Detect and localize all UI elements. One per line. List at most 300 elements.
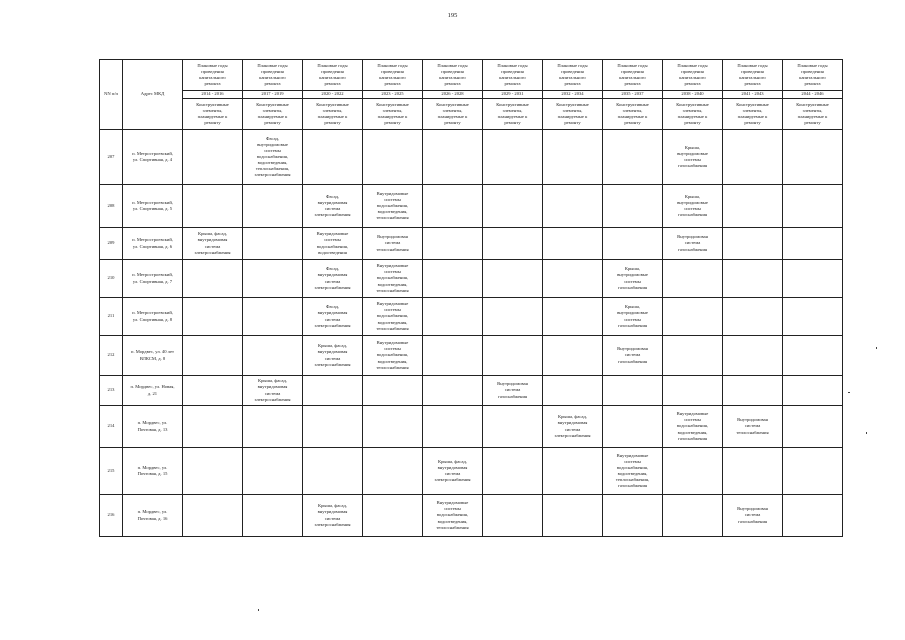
repair-cell (363, 228, 423, 260)
column-header-elements (663, 99, 723, 130)
repair-cell (603, 376, 663, 406)
repair-cell (243, 495, 303, 537)
repair-cell (603, 448, 663, 495)
text-line: системы (684, 417, 701, 423)
repair-cell (483, 448, 543, 495)
repair-cell (483, 406, 543, 448)
column-header-period-range: 2029 - 2031 (483, 91, 543, 99)
repair-cell (723, 495, 783, 537)
text-line: ремонту (744, 120, 761, 126)
text-line: газоснабжения (677, 212, 708, 218)
repair-cell (423, 448, 483, 495)
text-line: теплоснабжения (376, 364, 409, 370)
repair-cell (363, 376, 423, 406)
text-line: ремонта (564, 81, 581, 87)
repair-cell (543, 185, 603, 228)
repair-cell (663, 298, 723, 336)
repair-cell (303, 298, 363, 336)
text-line: системы (264, 147, 281, 153)
text-line: система (504, 387, 521, 393)
repair-cell (243, 185, 303, 228)
text-line: Фасад, (325, 304, 340, 310)
text-line: капитального (319, 75, 346, 80)
repair-cell (783, 495, 843, 537)
row-address (123, 406, 183, 448)
text-line: п. Метростроевский, (132, 272, 173, 278)
repair-cell (183, 376, 243, 406)
text-line: системы (444, 506, 461, 512)
text-line: внутридомовая (317, 349, 348, 355)
repair-cell (243, 336, 303, 376)
repair-cell (363, 336, 423, 376)
row-number: 210 (100, 260, 123, 298)
text-line: теплоснабжения (376, 287, 409, 293)
text-line: Крыша, (684, 144, 701, 150)
text-line: проведения (501, 68, 524, 74)
text-line: электроснабжения (254, 172, 291, 178)
repair-cell (543, 336, 603, 376)
column-header-period-range: 2038 - 2040 (663, 91, 723, 99)
text-line: ремонта (504, 81, 521, 87)
text-line: элементы, (802, 107, 823, 113)
text-line: водоснабжения, (256, 153, 289, 159)
column-header-period-title (243, 60, 303, 91)
repair-cell (723, 298, 783, 336)
text-line: системы (624, 316, 641, 322)
repair-cell (183, 298, 243, 336)
text-line: система (624, 352, 641, 358)
text-line: Конструктивные (676, 101, 709, 107)
text-line: внутридомовая (257, 384, 288, 390)
repair-cell (303, 336, 363, 376)
text-line: водоснабжения, (376, 202, 409, 208)
repair-cell (663, 376, 723, 406)
repair-cell (723, 406, 783, 448)
text-line: Конструктивные (436, 101, 469, 107)
row-address (123, 336, 183, 376)
text-line: внутридомовая (317, 199, 348, 205)
text-line: водоотведения, (377, 319, 408, 325)
row-number: 208 (100, 185, 123, 228)
text-line: Плановые годы (797, 62, 828, 68)
repair-cell (543, 448, 603, 495)
text-line: планируемые к (797, 114, 828, 119)
text-line: теплоснабжения, (255, 166, 290, 172)
text-line: внутридомовые (677, 150, 708, 156)
repair-cell (783, 336, 843, 376)
text-line: ремонту (804, 120, 821, 126)
text-line: планируемые к (437, 114, 468, 119)
text-line: электроснабжения (314, 322, 351, 328)
text-line: п. Метростроевский, (132, 237, 173, 243)
text-line: Внутридомовая (497, 381, 528, 387)
text-line: система (324, 278, 341, 284)
text-line: Внутридомовые (376, 263, 409, 269)
column-header-period-range: 2041 - 2043 (723, 91, 783, 99)
repair-cell (603, 336, 663, 376)
repair-cell (423, 495, 483, 537)
text-line: водоснабжения, (436, 512, 469, 518)
text-line: п. Мордвес, ул. (137, 509, 168, 515)
repair-cell (543, 298, 603, 336)
repair-cell (783, 130, 843, 185)
text-line: водоснабжения, (376, 275, 409, 281)
repair-cell (783, 228, 843, 260)
repair-cell (723, 260, 783, 298)
table-row (100, 228, 843, 260)
text-line: внутридомовая (557, 420, 588, 426)
repair-cell (183, 406, 243, 448)
text-line: Фасад, (325, 266, 340, 272)
text-line: газоснабжения (617, 483, 648, 489)
repair-cell (783, 448, 843, 495)
text-line: Крыша, фасад, (318, 343, 347, 349)
column-header-elements (483, 99, 543, 130)
text-line: Внутридомовая (377, 234, 408, 240)
text-line: проведения (561, 68, 584, 74)
text-line: ремонта (804, 81, 821, 87)
text-line: Внутридомовые (616, 452, 649, 458)
scan-speck (848, 392, 850, 393)
text-line: система (324, 355, 341, 361)
text-line: Внутридомовые (436, 500, 469, 506)
row-address (123, 448, 183, 495)
text-line: Крыша, фасад, (438, 458, 467, 464)
text-line: проведения (621, 68, 644, 74)
table-row (100, 448, 843, 495)
text-line: проведения (801, 68, 824, 74)
text-line: Внутридомовая (737, 417, 768, 423)
column-header-period-range: 2044 - 2046 (783, 91, 843, 99)
table-row (100, 185, 843, 228)
row-address (123, 130, 183, 185)
text-line: внутридомовая (317, 310, 348, 316)
text-line: водоснабжения, (376, 352, 409, 358)
text-line: ремонту (264, 120, 281, 126)
text-line: Плановые годы (377, 62, 408, 68)
text-line: система (564, 426, 581, 432)
text-line: элементы, (322, 107, 343, 113)
text-line: ремонта (324, 81, 341, 87)
text-line: Конструктивные (496, 101, 529, 107)
text-line: газоснабжения (617, 284, 648, 290)
text-line: газоснабжения (617, 322, 648, 328)
scan-speck (258, 609, 259, 611)
row-number: 213 (100, 376, 123, 406)
repair-cell (363, 298, 423, 336)
row-address (123, 298, 183, 336)
text-line: электроснабжения (314, 212, 351, 218)
row-number: 215 (100, 448, 123, 495)
repair-cell (723, 185, 783, 228)
column-header-elements (603, 99, 663, 130)
text-line: внутридомовые (677, 199, 708, 205)
text-line: ремонту (564, 120, 581, 126)
repair-cell (663, 495, 723, 537)
repair-cell (783, 298, 843, 336)
text-line: элементы, (382, 107, 403, 113)
text-line: элементы, (262, 107, 283, 113)
repair-cell (603, 495, 663, 537)
repair-cell (543, 495, 603, 537)
text-line: ремонту (504, 120, 521, 126)
text-line: Плановые годы (737, 62, 768, 68)
text-line: капитального (619, 75, 646, 80)
text-line: Крыша, фасад, (558, 414, 587, 420)
text-line: капитального (379, 75, 406, 80)
repair-cell (543, 228, 603, 260)
text-line: ул. Спортивная, д. 6 (132, 243, 173, 249)
repair-cell (783, 185, 843, 228)
repair-cell (363, 448, 423, 495)
text-line: Внутридомовые (376, 301, 409, 307)
repair-cell (543, 260, 603, 298)
repair-cell (783, 260, 843, 298)
text-line: водоотведения, (617, 471, 648, 476)
text-line: элементы, (742, 107, 763, 113)
text-line: Плановые годы (497, 62, 528, 68)
row-number: 214 (100, 406, 123, 448)
text-line: электроснабжения (194, 249, 231, 255)
row-address (123, 260, 183, 298)
text-line: системы (384, 346, 401, 352)
text-line: системы (384, 269, 401, 275)
row-number: 212 (100, 336, 123, 376)
text-line: система (384, 240, 401, 246)
text-line: газоснабжения (677, 435, 708, 441)
text-line: Плановые годы (677, 62, 708, 68)
repair-cell (183, 260, 243, 298)
repair-cell (603, 298, 663, 336)
text-line: капитального (559, 75, 586, 80)
text-line: ремонту (384, 120, 401, 126)
repair-cell (183, 448, 243, 495)
repair-cell (303, 260, 363, 298)
text-line: водоотведения, (377, 281, 408, 287)
column-header-elements (183, 99, 243, 130)
column-header-period-title (543, 60, 603, 91)
row-number: 211 (100, 298, 123, 336)
repair-cell (303, 185, 363, 228)
text-line: внутридомовые (617, 310, 648, 316)
text-line: п. Мордвес, ул. 40 лет (131, 349, 174, 355)
table-row (100, 336, 843, 376)
text-line: теплоснабжения, (615, 477, 650, 483)
column-header-elements (783, 99, 843, 130)
text-line: система (684, 240, 701, 246)
table-row (100, 130, 843, 185)
text-line: Крыша, фасад, (318, 503, 347, 509)
text-line: система (324, 206, 341, 211)
repair-cell (423, 130, 483, 185)
column-header-period-title (723, 60, 783, 91)
column-header-elements (723, 99, 783, 130)
repair-cell (423, 336, 483, 376)
repair-cell (723, 336, 783, 376)
text-line: п. Мордвес, ул. (137, 420, 168, 426)
text-line: Плановые годы (317, 62, 348, 68)
repair-cell (723, 228, 783, 260)
column-header-period-title (363, 60, 423, 91)
text-line: внутридомовая (197, 237, 228, 243)
repair-cell (543, 406, 603, 448)
text-line: Крыша, фасад, (258, 378, 287, 384)
text-line: водоснабжения, (376, 313, 409, 319)
repair-cell (783, 376, 843, 406)
text-line: ремонту (684, 120, 701, 126)
repair-cell (543, 130, 603, 185)
text-line: Крыша, (684, 193, 701, 199)
column-header-period-range: 2017 - 2019 (243, 91, 303, 99)
column-header-address: Адрес МКД (123, 60, 183, 130)
text-line: Конструктивные (316, 101, 349, 107)
text-line: планируемые к (317, 114, 348, 119)
text-line: системы (624, 458, 641, 464)
repair-cell (363, 130, 423, 185)
text-line: Конструктивные (256, 101, 289, 107)
column-header-period-title (423, 60, 483, 91)
column-header-elements (423, 99, 483, 130)
column-header-period-title (183, 60, 243, 91)
text-line: электроснабжения (434, 477, 471, 483)
text-line: п. Метростроевский, (132, 310, 173, 316)
text-line: Внутридомовые (676, 411, 709, 417)
repair-cell (483, 130, 543, 185)
text-line: система (264, 390, 281, 396)
text-line: Конструктивные (556, 101, 589, 107)
repair-cell (303, 495, 363, 537)
text-line: планируемые к (557, 114, 588, 119)
text-line: теплоснабжения (436, 524, 469, 530)
text-line: газоснабжения (677, 163, 708, 169)
column-header-period-title (303, 60, 363, 91)
text-line: ремонту (204, 120, 221, 126)
text-line: планируемые к (197, 114, 228, 119)
text-line: Плановые годы (437, 62, 468, 68)
capital-repair-schedule-table (99, 59, 843, 537)
column-header-elements (543, 99, 603, 130)
table-row (100, 260, 843, 298)
scan-speck (866, 432, 867, 434)
text-line: система (444, 471, 461, 476)
text-line: Внутридомовая (677, 234, 708, 240)
repair-cell (303, 228, 363, 260)
repair-cell (723, 448, 783, 495)
table-row (100, 495, 843, 537)
column-header-period-range: 2026 - 2028 (423, 91, 483, 99)
repair-cell (363, 185, 423, 228)
page-number: 195 (447, 12, 458, 19)
column-header-period-title (603, 60, 663, 91)
text-line: электроснабжения (314, 361, 351, 367)
repair-cell (603, 228, 663, 260)
column-header-period-title (483, 60, 543, 91)
text-line: планируемые к (257, 114, 288, 119)
repair-cell (423, 298, 483, 336)
repair-cell (483, 228, 543, 260)
text-line: электроснабжения (254, 396, 291, 402)
text-line: д. 21 (147, 390, 158, 396)
text-line: системы (384, 307, 401, 313)
column-header-period-range: 2014 - 2016 (183, 91, 243, 99)
text-line: водоотведения (318, 249, 347, 255)
row-address (123, 185, 183, 228)
column-header-period-range: 2035 - 2037 (603, 91, 663, 99)
text-line: внутридомовая (437, 464, 468, 470)
text-line: система (744, 512, 761, 518)
repair-cell (243, 448, 303, 495)
text-line: Внутридомовые (376, 190, 409, 196)
text-line: Крыша, (624, 266, 641, 272)
repair-cell (243, 260, 303, 298)
text-line: капитального (679, 75, 706, 80)
column-header-period-range: 2032 - 2034 (543, 91, 603, 99)
text-line: элементы, (562, 107, 583, 113)
text-line: ремонту (324, 120, 341, 126)
row-number: 209 (100, 228, 123, 260)
text-line: элементы, (202, 107, 223, 113)
text-line: капитального (799, 75, 826, 80)
text-line: п. Метростроевский, (132, 150, 173, 156)
text-line: Внутридомовая (737, 506, 768, 512)
repair-cell (303, 130, 363, 185)
repair-cell (183, 185, 243, 228)
column-header-elements (303, 99, 363, 130)
repair-cell (663, 406, 723, 448)
text-line: элементы, (622, 107, 643, 113)
repair-cell (663, 260, 723, 298)
repair-cell (243, 406, 303, 448)
row-number: 216 (100, 495, 123, 537)
text-line: электроснабжения (554, 432, 591, 438)
text-line: проведения (201, 68, 224, 74)
text-line: системы (384, 196, 401, 202)
text-line: внутридомовые (257, 141, 288, 147)
repair-cell (183, 495, 243, 537)
column-header-elements (243, 99, 303, 130)
table-row (100, 376, 843, 406)
text-line: Конструктивные (616, 101, 649, 107)
text-line: ул. Спортивная, д. 7 (132, 278, 173, 284)
repair-cell (603, 185, 663, 228)
text-line: ул. Спортивная, д. 4 (132, 157, 173, 162)
text-line: водоотведения, (377, 358, 408, 364)
column-header-period-range: 2023 - 2025 (363, 91, 423, 99)
repair-cell (183, 130, 243, 185)
text-line: Внутридомовые (376, 340, 409, 346)
repair-cell (303, 406, 363, 448)
table-row (100, 298, 843, 336)
repair-cell (243, 298, 303, 336)
text-line: ВЛКСМ, д. 8 (139, 355, 166, 361)
text-line: системы (684, 206, 701, 211)
text-line: проведения (441, 68, 464, 74)
text-line: теплоснабжения (376, 246, 409, 252)
text-line: внутридомовые (617, 272, 648, 278)
text-line: планируемые к (677, 114, 708, 119)
text-line: Плановые годы (257, 62, 288, 68)
text-line: планируемые к (377, 114, 408, 119)
repair-cell (483, 298, 543, 336)
text-line: ремонту (444, 120, 461, 126)
text-line: Крыша, фасад, (198, 231, 227, 237)
text-line: п. Мордвес, ул. (137, 464, 168, 470)
scan-speck (876, 347, 877, 349)
text-line: проведения (261, 68, 284, 74)
text-line: ремонта (684, 81, 701, 87)
text-line: капитального (199, 75, 226, 80)
text-line: Фасад, (265, 135, 280, 141)
